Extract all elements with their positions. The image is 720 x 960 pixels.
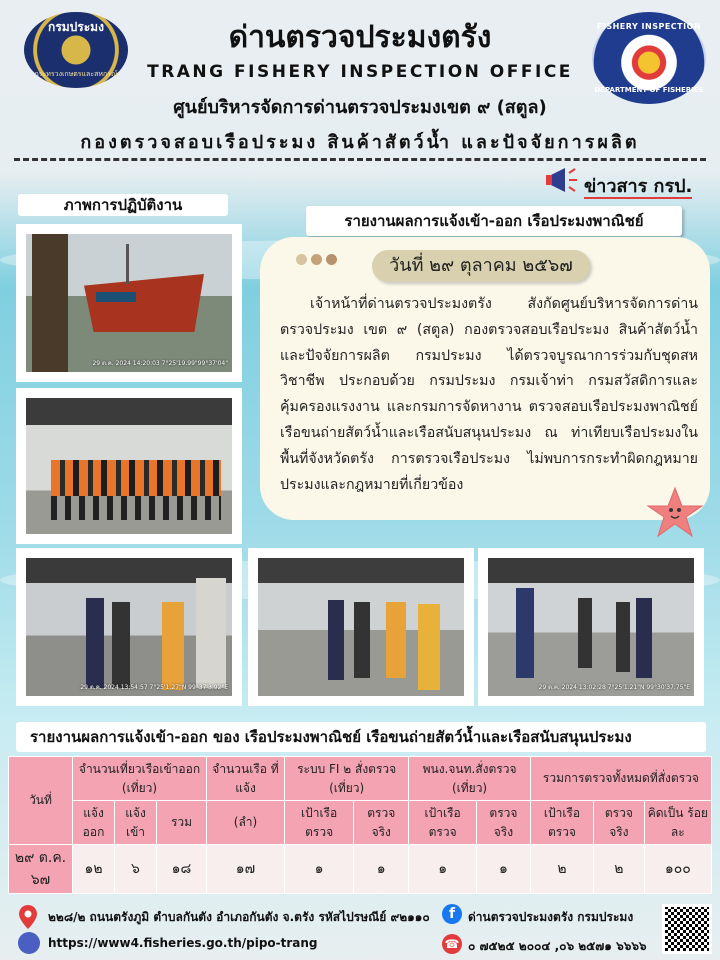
cell-fi2-target: ๑: [285, 845, 354, 894]
cell-out: ๑๒: [73, 845, 115, 894]
photos-heading: ภาพการปฏิบัติงาน: [18, 194, 228, 216]
col-pnch-actual: ตรวจ จริง: [477, 801, 531, 845]
photo-fishing-boat: [16, 224, 242, 382]
col-out: แจ้ง ออก: [73, 801, 115, 845]
col-group-boats: จำนวนเรือ ที่แจ้ง: [207, 757, 285, 801]
page-title: ด่านตรวจประมงตรัง: [228, 20, 492, 55]
col-unit: (ลำ): [207, 801, 285, 845]
phone-icon: ☎: [442, 934, 462, 954]
page-title-english: TRANG FISHERY INSPECTION OFFICE: [147, 62, 573, 82]
qr-code[interactable]: [662, 904, 712, 954]
cell-total-actual: ๒: [594, 845, 645, 894]
col-group-trips: จำนวนเที่ยวเรือเข้าออก (เที่ยว): [73, 757, 207, 801]
col-fi2-target: เป้าเรือ ตรวจ: [285, 801, 354, 845]
footer-website-link[interactable]: https://www4.fisheries.go.th/pipo-trang: [48, 936, 318, 950]
photo-timestamp: 29 ต.ค. 2024 13:02:28 7°25'1.21"N 99°30'37.75"E: [538, 684, 690, 691]
col-in: แจ้ง เข้า: [115, 801, 157, 845]
cell-in: ๖: [115, 845, 157, 894]
cell-pnch-actual: ๑: [477, 845, 531, 894]
photo-inspection-3: [478, 548, 704, 706]
photo-timestamp: 29 ต.ค. 2024 14:20:03 7°25'19.99"99°37'04": [92, 360, 228, 367]
col-day: วันที่: [9, 757, 73, 845]
report-date: วันที่ ๒๙ ตุลาคม ๒๕๖๗: [372, 250, 590, 282]
footer-address: ๒๒๘/๒ ถนนตรังภูมิ ตำบลกันตัง อำเภอกันตัง จ.ตรัง รหัสไปรษณีย์ ๙๒๑๑๐: [48, 910, 430, 924]
col-group-total: รวมการตรวจทั้งหมดที่สั่งตรวจ: [530, 757, 711, 801]
megaphone-icon: [543, 165, 579, 195]
cell-sum: ๑๘: [157, 845, 207, 894]
photo-group-team: [16, 388, 242, 544]
report-table: [8, 756, 712, 894]
col-fi2-actual: ตรวจ จริง: [354, 801, 409, 845]
globe-icon: [18, 932, 40, 954]
cell-percent: ๑๐๐: [644, 845, 711, 894]
logo-text: กระทรวงเกษตรและสหกรณ์: [34, 70, 118, 78]
photo-timestamp: 29 ต.ค. 2024 13:54:57 7°25'1.27"N 99°37'3.92"E: [80, 684, 228, 691]
col-sum: รวม: [157, 801, 207, 845]
table-title: รายงานผลการแจ้งเข้า-ออก ของ เรือประมงพาณิชย์ เรือขนถ่ายสัตว์น้ำและเรือสนับสนุนประมง: [16, 722, 706, 752]
location-pin-icon: [18, 904, 38, 930]
facebook-icon[interactable]: f: [442, 904, 462, 924]
news-badge: ข่าวสาร กรป.: [584, 176, 693, 197]
table-subheader-row: [9, 801, 712, 845]
logo-text: DEPARTMENT OF FISHERIES: [594, 86, 704, 94]
cell-boats: ๑๗: [207, 845, 285, 894]
report-heading: รายงานผลการแจ้งเข้า-ออก เรือประมงพาณิชย์: [306, 206, 682, 236]
col-total-actual: ตรวจ จริง: [594, 801, 645, 845]
report-body: เจ้าหน้าที่ด่านตรวจประมงตรัง สังกัดศูนย์บริหารจัดการด่านตรวจประมง เขต ๙ (สตูล) กองตรวจสอบเรือประมง สินค้าสัตว์น้ำ และปัจจัยการผลิต กรมประมง ได้ตรวจบูรณาการร่วมกับชุดสหวิชาชีพ ประกอบด้วย กรมประมง กรมเจ้าท่า กรมสวัสดิการและคุ้มครองแรงงาน และกรมการจัดหางาน ตรวจสอบเรือประมงพาณิชย์ เรือขนถ่ายสัตว์น้ำและเรือสนับสนุนประมง ณ ท่าเทียบเรือประมงในพื้นที่จังหวัดตรัง การตรวจเรือประมง ไม่พบการกระทำผิดกฎหมายประมงและกฎหมายที่เกี่ยวข้อง: [280, 296, 698, 493]
cell-fi2-actual: ๑: [354, 845, 409, 894]
subtitle-division: กองตรวจสอบเรือประมง สินค้าสัตว์น้ำ และปัจจัยการผลิต: [80, 132, 640, 153]
col-group-pnch: พนง.จนท.สั่งตรวจ (เที่ยว): [409, 757, 531, 801]
col-percent: คิดเป็น ร้อยละ: [644, 801, 711, 845]
photo-inspection-1: [16, 548, 242, 706]
divider: [14, 158, 706, 161]
subtitle-center: ศูนย์บริหารจัดการด่านตรวจประมงเขต ๙ (สตูล): [173, 97, 547, 118]
table-row: [9, 845, 712, 894]
col-total-target: เป้าเรือ ตรวจ: [530, 801, 593, 845]
photo-inspection-2: [248, 548, 474, 706]
logo-text: FISHERY INSPECTION: [596, 22, 702, 31]
col-pnch-target: เป้าเรือ ตรวจ: [409, 801, 477, 845]
footer-phone: ๐ ๗๕๒๕ ๒๐๐๔ ,๐๖ ๒๕๗๑ ๖๖๖๖: [468, 939, 647, 953]
table-header-row: [9, 757, 712, 801]
starfish-icon: [644, 486, 706, 538]
logo-text: กรมประมง: [48, 20, 104, 34]
decorative-dots: [296, 250, 341, 269]
cell-pnch-target: ๑: [409, 845, 477, 894]
footer-facebook-link[interactable]: ด่านตรวจประมงตรัง กรมประมง: [468, 910, 634, 924]
cell-day: ๒๙ ต.ค. ๖๗: [9, 845, 73, 894]
col-group-fi2: ระบบ FI ๒ สั่งตรวจ (เที่ยว): [285, 757, 409, 801]
cell-total-target: ๒: [530, 845, 593, 894]
